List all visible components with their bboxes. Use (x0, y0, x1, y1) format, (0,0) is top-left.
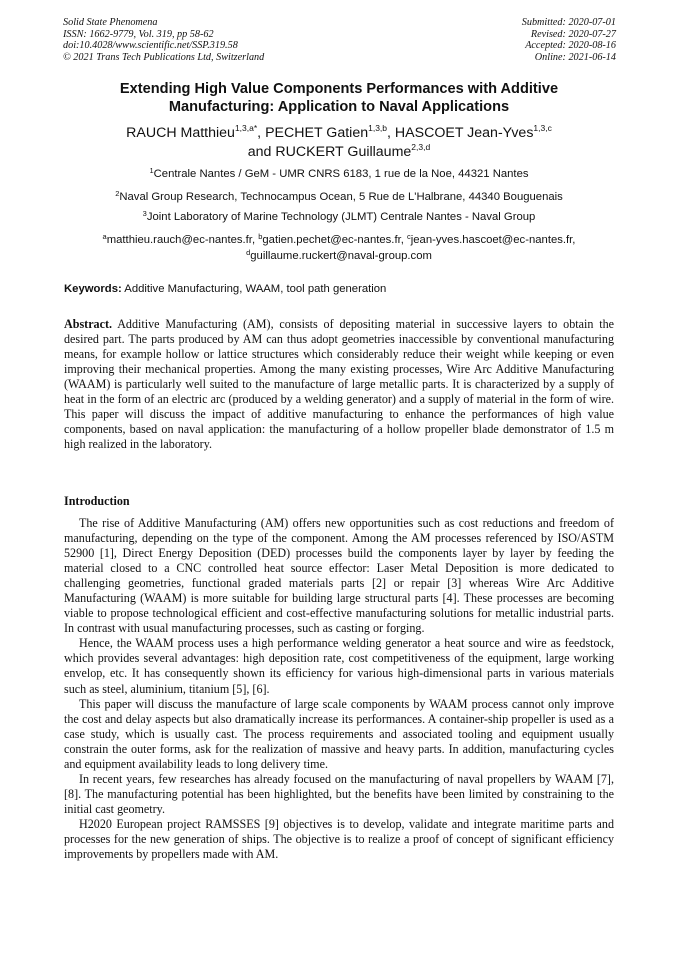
journal-issn: ISSN: 1662-9779, Vol. 319, pp 58-62 (63, 28, 214, 40)
author-line-2 (40, 143, 638, 162)
date-revised: Revised: 2020-07-27 (530, 28, 616, 40)
title-line-2: Manufacturing: Application to Naval Applications (168, 98, 510, 115)
affiliation-sup: 1 (149, 166, 154, 175)
author-name: RAUCH Matthieu (126, 125, 235, 141)
email-link[interactable]: jean-yves.hascoet@ec-nantes.fr, (410, 234, 576, 246)
emails-line-2 (40, 249, 638, 265)
author-emails (40, 233, 638, 264)
date-online: Online: 2021-06-14 (534, 51, 616, 63)
author-name: PECHET Gatien (265, 125, 369, 141)
email-link[interactable]: guillaume.ruckert@naval-group.com (250, 249, 432, 262)
emails-line-1 (40, 233, 638, 249)
keywords-label: Keywords: (64, 283, 122, 295)
keywords-text: Additive Manufacturing, WAAM, tool path generation (121, 283, 387, 295)
paragraph: The rise of Additive Manufacturing (AM) offers new opportunities such as cost reductions and freedom of manufacturing, depending on the type of the component. Among the AM processes referenced by ISO/ASTM 52900 [1], Direct Energy Deposition (DED) processes build the components layer by layer by feeding the material closed to a CNC controlled heat source effector: Laser Metal Deposition is more dedicated to challenging geometries, functional graded materials parts [2] or repair [3] whereas Wire Arc Additive Manufacturing (WAAM) is more suitable for building large structural parts [4]. These processes are becoming viable to propose technological efficient and cost-effective manufacturing solutions for metallic industrial parts. In contrast with usual manufacturing processes, such as casting or forging. (64, 516, 614, 636)
journal-name: Solid State Phenomena (63, 17, 158, 28)
abstract (64, 317, 614, 452)
date-accepted: Accepted: 2020-08-16 (525, 40, 616, 52)
introduction-body (64, 516, 614, 862)
author-line-1: RAUCH Matthieu$^{1,3,a*}$, PECHET Gatien$^{1,3,b}$, HASCOET Jean-Yves$^{1,3,c}$ (126, 123, 552, 141)
affiliation-3 (40, 210, 638, 224)
title-line-1: Extending High Value Components Performances with Additive (119, 81, 559, 97)
email-sup: b (258, 232, 263, 241)
email-sup: a (102, 232, 107, 241)
journal-info (63, 17, 264, 63)
author-name: RUCKERT Guillaume (275, 143, 412, 160)
email-sup: d (246, 247, 251, 257)
author-affiliation-sup: 1,3,c (533, 123, 552, 133)
author-conjunction: and (247, 143, 272, 160)
paragraph: In recent years, few researches has already focused on the manufacturing of naval propellers by WAAM [7], [8]. The manufacturing potential has been highlighted, but the benefits have been limited by constraining to the initial cast geometry. (64, 771, 614, 816)
date-submitted: Submitted: 2020-07-01 (521, 17, 616, 28)
journal-doi: doi:10.4028/www.scientific.net/SSP.319.58 (63, 40, 238, 52)
section-heading-introduction: Introduction (64, 494, 130, 508)
affiliation-1 (40, 167, 638, 181)
keywords (64, 282, 616, 296)
author-name: HASCOET Jean-Yves (394, 125, 534, 141)
affiliation-text: Centrale Nantes / GeM - UMR CNRS 6183, 1 rue de la Noe, 44321 Nantes (153, 168, 529, 180)
paper-title (40, 81, 638, 116)
abstract-label: Abstract. (64, 317, 113, 331)
email-link[interactable]: gatien.pechet@ec-nantes.fr, (262, 234, 407, 246)
author-affiliation-sup: 2,3,d (411, 141, 431, 152)
email-sup: c (407, 232, 411, 241)
journal-copyright: © 2021 Trans Tech Publications Ltd, Switzerland (63, 51, 265, 63)
author-affiliation-sup: 1,3,a* (234, 123, 258, 133)
paragraph: Hence, the WAAM process uses a high performance welding generator a heat source and wire as feedstock, which provides several advantages: high deposition rate, cost competitiveness of the equipment, large working envelop, etc. It has consequently shown its efficiency for various high-dimensional parts in various materials such as steel, aluminium, titanium [5], [6]. (64, 636, 614, 696)
affiliation-sup: 3 (142, 209, 147, 218)
author-list (40, 124, 638, 161)
abstract-text: Additive Manufacturing (AM), consists of depositing material in successive layers to obtain the desired part. The parts produced by AM can thus adopt geometries inaccessible by conventional manufacturing means, for example hollow or lattice structures which considerably reduce their weight while keeping or even improving their mechanical properties. Among the many existing processes, Wire Arc Additive Manufacturing (WAAM) is particularly well suited to the manufacture of large metallic parts. It is characterized by a supply of heat in the form of an electric arc (produced by a welding generator) and a supply of material in the form of wire. This paper will discuss the impact of additive manufacturing to enhance the performances of high value components, based on naval application: the manufacturing of a hollow propeller blade demonstrator of 1.5 m high realized in the laboratory. (64, 317, 614, 452)
paragraph: H2020 European project RAMSSES [9] objectives is to develop, validate and integrate maritime parts and processes for the new generation of ships. The objective is to realize a proof of concept of significant efficiency improvements by propellers made with AM. (64, 816, 614, 862)
author-affiliation-sup: 1,3,b (368, 123, 388, 133)
affiliation-sup: 2 (115, 189, 120, 198)
affiliation-2 (40, 190, 638, 204)
affiliation-text: Joint Laboratory of Marine Technology (JLMT) Centrale Nantes - Naval Group (146, 211, 536, 223)
email-link[interactable]: matthieu.rauch@ec-nantes.fr, (106, 234, 259, 246)
paragraph: This paper will discuss the manufacture of large scale components by WAAM process cannot only improve the cost and delay aspects but also dramatically increase its performances. A container-ship propeller is used as a case study, which is usually cast. The process requirements and associated tooling and equipment usually constrain the outer forms, ask for the realization of massive and heavy parts. In addition, manufacturing cycles and equipment availability leads to long delivery time. (64, 696, 614, 771)
submission-dates (522, 17, 616, 63)
affiliation-text: Naval Group Research, Technocampus Ocean, 5 Rue de L'Halbrane, 44340 Bouguenais (119, 191, 563, 203)
